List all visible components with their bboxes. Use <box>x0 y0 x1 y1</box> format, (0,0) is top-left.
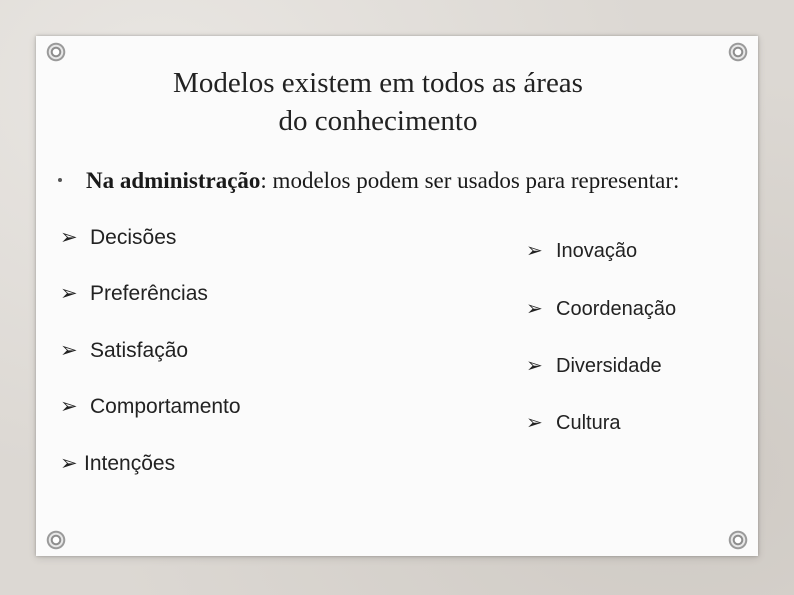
intro-rest: : modelos podem ser usados para representar: <box>260 168 680 193</box>
list-item-label: Cultura <box>556 412 621 434</box>
intro-bold: Na administração <box>86 168 261 193</box>
list-item-right <box>526 410 620 436</box>
bullet-dot-icon <box>58 178 62 182</box>
arrow-bullet-icon: ➢ <box>60 395 78 418</box>
list-item-label: Intenções <box>84 452 176 475</box>
arrow-bullet-icon: ➢ <box>526 412 543 434</box>
list-item-right <box>526 353 662 379</box>
list-item-label: Coordenação <box>556 298 677 320</box>
list-item-label: Comportamento <box>90 395 241 418</box>
list-item-left <box>60 450 175 478</box>
list-item-label: Inovação <box>556 240 638 262</box>
slide-title-line-2: do conhecimento <box>278 105 478 137</box>
arrow-bullet-icon: ➢ <box>60 339 78 362</box>
arrow-bullet-icon: ➢ <box>60 226 78 249</box>
list-item-left <box>60 393 241 421</box>
intro-text <box>86 166 679 196</box>
slide-title-line-1: Modelos existem em todos as áreas <box>173 67 583 99</box>
list-item-left <box>60 280 208 308</box>
pushpin-icon <box>728 42 748 62</box>
list-item-label: Decisões <box>90 226 177 249</box>
arrow-bullet-icon: ➢ <box>526 298 543 320</box>
pushpin-icon <box>728 530 748 550</box>
list-item-right <box>526 296 676 322</box>
arrow-bullet-icon: ➢ <box>60 452 78 475</box>
arrow-bullet-icon: ➢ <box>60 282 78 305</box>
list-item-left <box>60 224 176 252</box>
list-item-right <box>526 238 637 264</box>
pushpin-icon <box>46 42 66 62</box>
list-item-label: Diversidade <box>556 355 662 377</box>
list-item-label: Satisfação <box>90 339 189 362</box>
arrow-bullet-icon: ➢ <box>526 240 543 262</box>
slide-title <box>0 64 756 140</box>
list-item-label: Preferências <box>90 282 208 305</box>
pushpin-icon <box>46 530 66 550</box>
arrow-bullet-icon: ➢ <box>526 355 543 377</box>
list-item-left <box>60 337 188 365</box>
